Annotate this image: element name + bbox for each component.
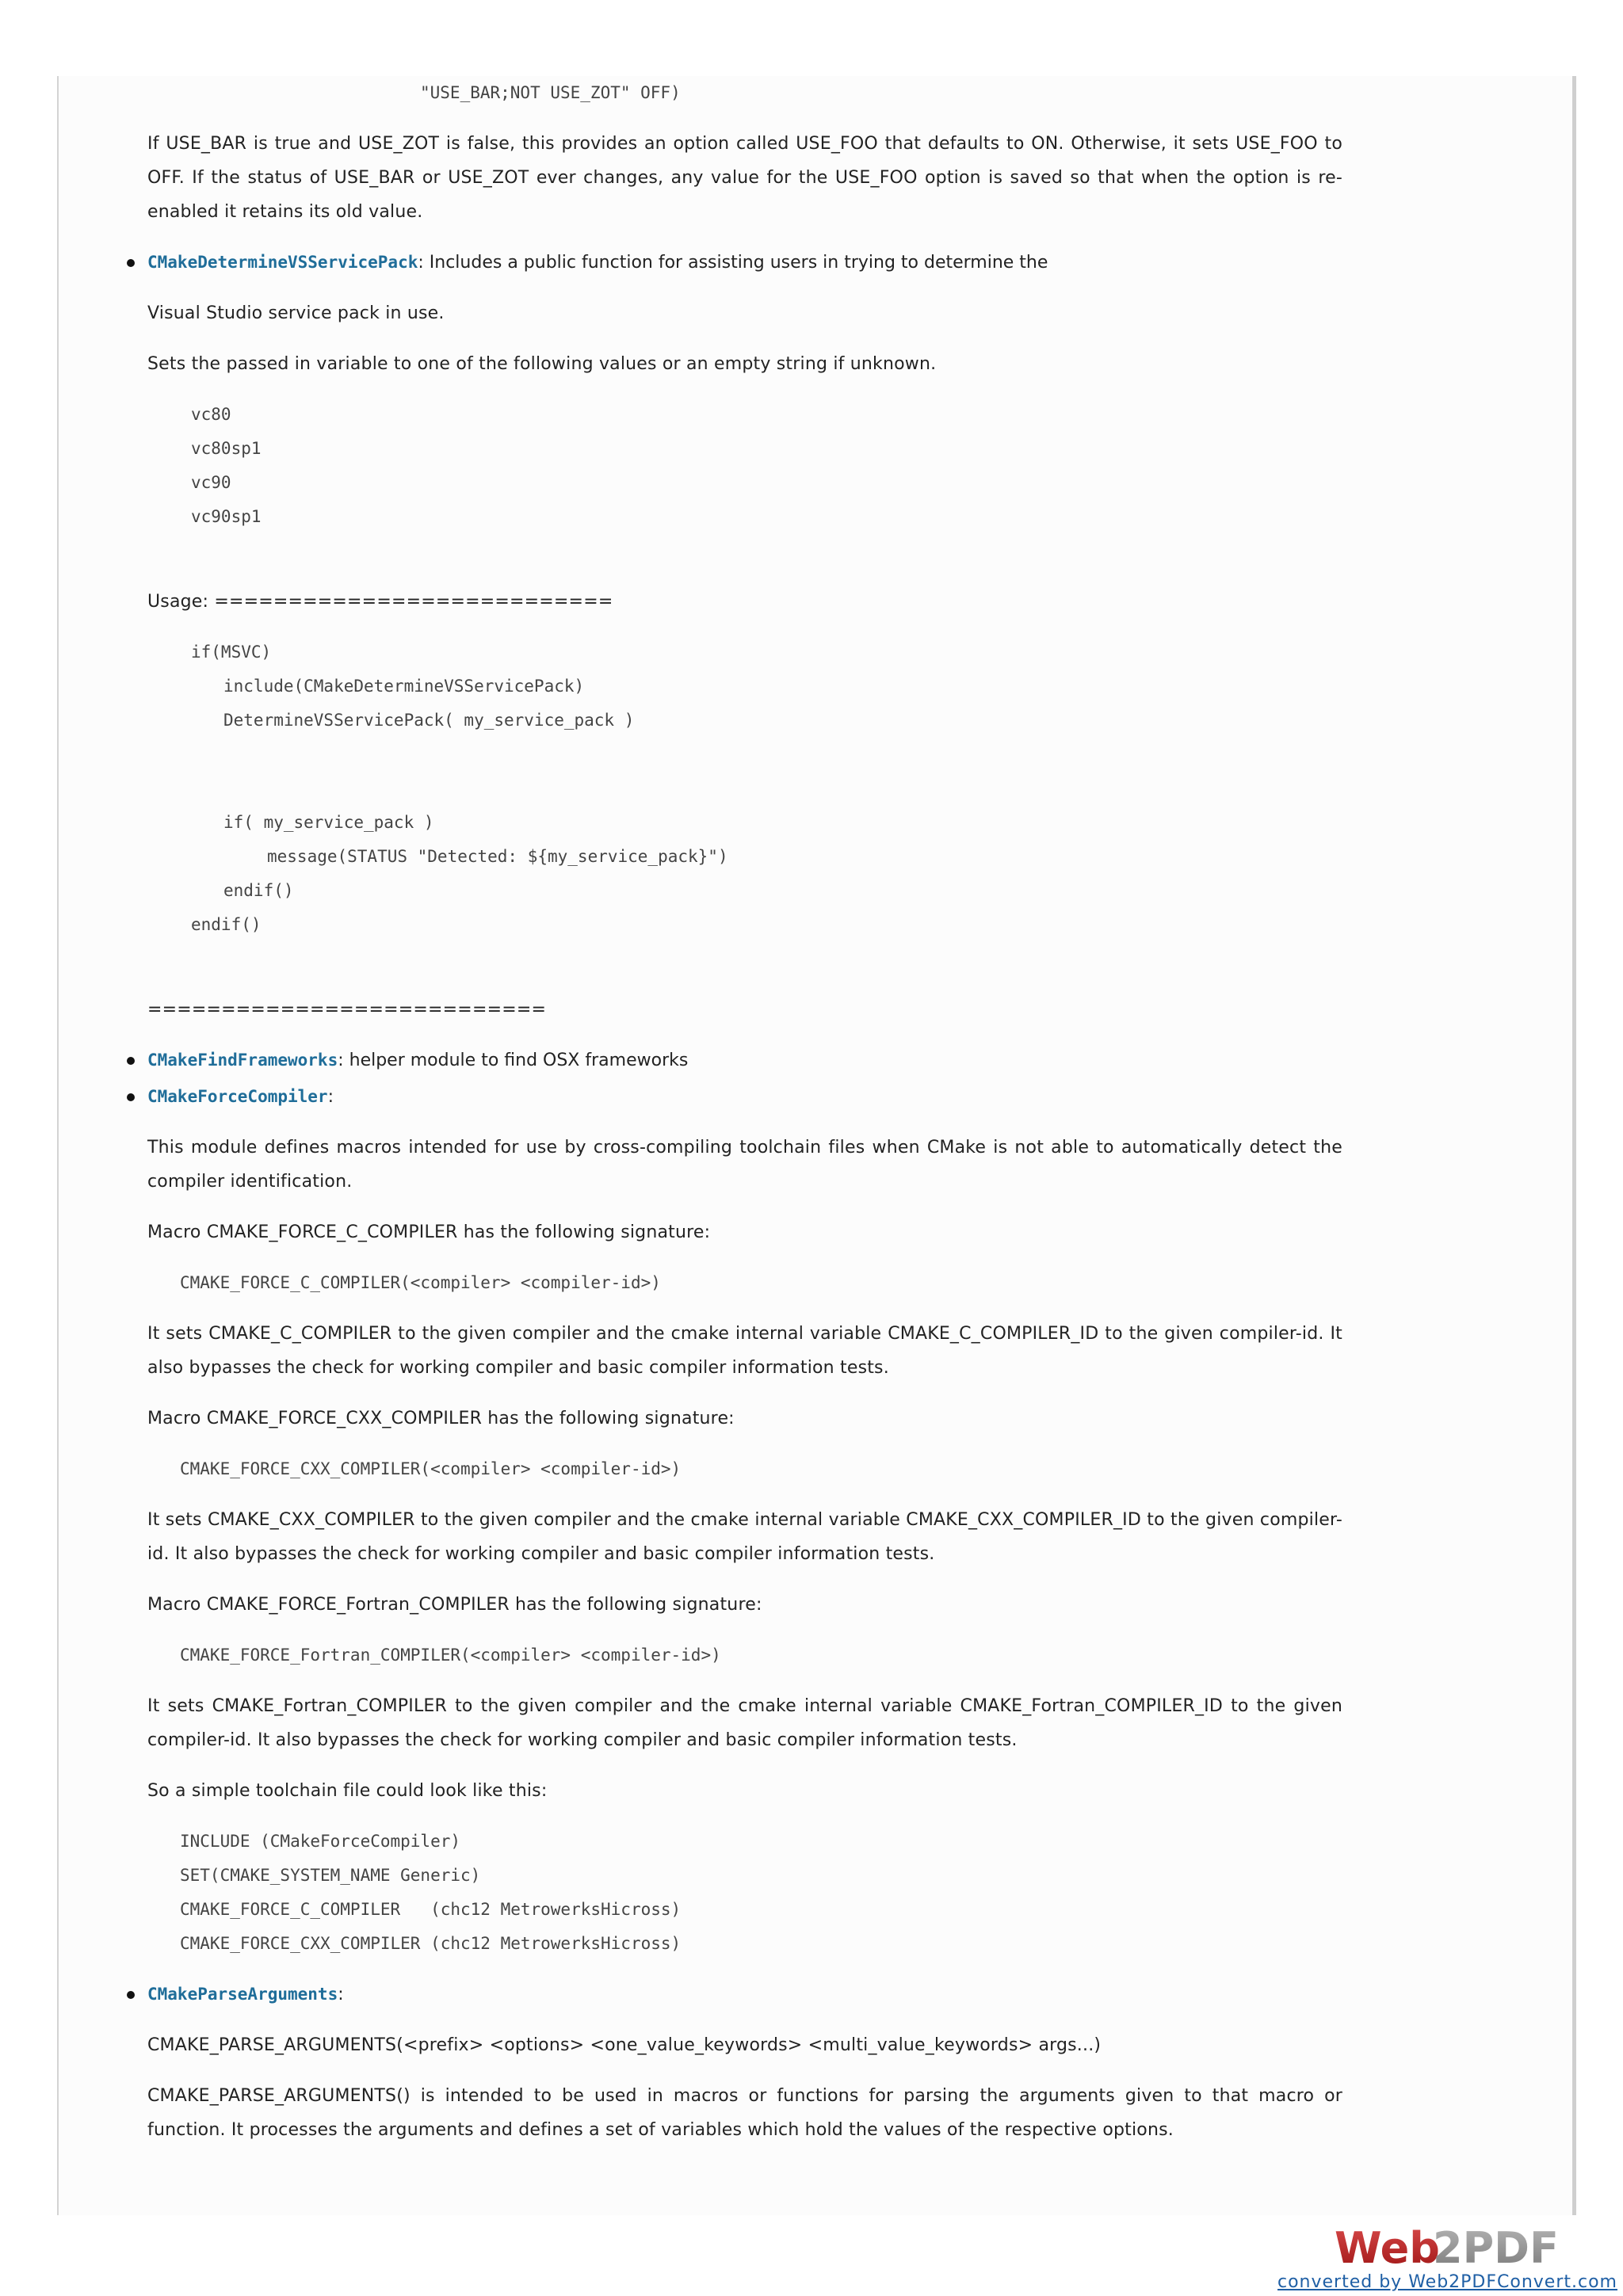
- paragraph: CMAKE_PARSE_ARGUMENTS() is intended to be used in macros or functions for parsing the arguments given to that macro or function. It processes the arguments and defines a set of variables which hold the values of the respective options.: [147, 2086, 1342, 2140]
- separator-text: ===========================: [147, 1000, 547, 1020]
- svg-text:Web: Web: [1335, 2223, 1440, 2273]
- code-line: "USE_BAR;NOT USE_ZOT" OFF): [420, 83, 681, 102]
- bullet-icon: [127, 1057, 135, 1065]
- code-line: endif(): [223, 881, 294, 900]
- paragraph: Visual Studio service pack in use.: [147, 303, 445, 323]
- code-line: vc90: [191, 473, 231, 492]
- code-block-usage: [147, 635, 1342, 942]
- module-link-force-compiler[interactable]: CMakeForceCompiler: [147, 1087, 328, 1106]
- list-item-vs-service-pack: [147, 246, 1342, 1027]
- bullet-icon: [127, 259, 135, 267]
- code-line: CMAKE_FORCE_CXX_COMPILER (chc12 MetrowerksHicross): [180, 1934, 682, 1953]
- code-line: CMAKE_FORCE_CXX_COMPILER(<compiler> <compiler-id>): [180, 1459, 682, 1478]
- module-link-parse-arguments[interactable]: CMakeParseArguments: [147, 1985, 338, 2004]
- paragraph: It sets CMAKE_C_COMPILER to the given compiler and the cmake internal variable CMAKE_C_COMPILER_ID to the given compiler-id. It also bypasses the check for working compiler and basic compiler information tests.: [147, 1324, 1342, 1378]
- code-line: message(STATUS "Detected: ${my_service_pack}"): [267, 847, 728, 866]
- bullet-icon: [127, 1991, 135, 1999]
- document-content: [147, 76, 1342, 2147]
- svg-text:2PDF: 2PDF: [1433, 2223, 1559, 2273]
- bullet-icon: [127, 1093, 135, 1101]
- paragraph: It sets CMAKE_Fortran_COMPILER to the given compiler and the cmake internal variable CMAKE_Fortran_COMPILER_ID to the given compiler-id. It also bypasses the check for working compiler and basic compiler information tests.: [147, 1696, 1342, 1750]
- paragraph: This module defines macros intended for use by cross-compiling toolchain files when CMake is not able to automatically detect the compiler identification.: [147, 1138, 1342, 1192]
- paragraph: Macro CMAKE_FORCE_Fortran_COMPILER has the following signature:: [147, 1595, 762, 1615]
- module-link-find-frameworks[interactable]: CMakeFindFrameworks: [147, 1051, 338, 1070]
- code-line: SET(CMAKE_SYSTEM_NAME Generic): [180, 1866, 481, 1885]
- module-description: : Includes a public function for assisting users in trying to determine the: [418, 253, 1048, 273]
- code-line: endif(): [191, 915, 262, 934]
- module-description: : helper module to find OSX frameworks: [338, 1051, 689, 1070]
- code-line: vc80: [191, 405, 231, 424]
- code-line: DetermineVSServicePack( my_service_pack ): [223, 711, 635, 730]
- code-block-toolchain: [147, 1825, 1342, 1961]
- code-line: INCLUDE (CMakeForceCompiler): [180, 1832, 461, 1851]
- code-line: CMAKE_FORCE_C_COMPILER(<compiler> <compiler-id>): [180, 1273, 661, 1292]
- paragraph: Macro CMAKE_FORCE_CXX_COMPILER has the following signature:: [147, 1409, 735, 1428]
- code-line: vc90sp1: [191, 507, 262, 526]
- code-block-values: [147, 398, 1342, 534]
- paragraph: So a simple toolchain file could look like this:: [147, 1781, 548, 1801]
- paragraph: CMAKE_PARSE_ARGUMENTS(<prefix> <options> <one_value_keywords> <multi_value_keywords> args...): [147, 2035, 1102, 2055]
- list-item-find-frameworks: [147, 1043, 1342, 1077]
- paragraph: Sets the passed in variable to one of the following values or an empty string if unknown.: [147, 354, 937, 374]
- web2pdf-link[interactable]: converted by Web2PDFConvert.com: [1277, 2272, 1617, 2292]
- paragraph: It sets CMAKE_CXX_COMPILER to the given compiler and the cmake internal variable CMAKE_CXX_COMPILER_ID to the given compiler-id. It also bypasses the check for working compiler and basic compiler information tests.: [147, 1510, 1342, 1564]
- list-item-force-compiler: [147, 1080, 1342, 1961]
- web2pdf-logo: [1335, 2223, 1559, 2273]
- list-item-parse-arguments: [147, 1978, 1342, 2147]
- module-description: :: [327, 1087, 334, 1107]
- module-description: :: [338, 1985, 344, 2004]
- code-line: if( my_service_pack ): [223, 813, 434, 832]
- code-line: CMAKE_FORCE_C_COMPILER (chc12 MetrowerksHicross): [180, 1900, 682, 1919]
- usage-heading: Usage: ===========================: [147, 592, 613, 612]
- paragraph: Macro CMAKE_FORCE_C_COMPILER has the following signature:: [147, 1222, 711, 1242]
- paragraph: If USE_BAR is true and USE_ZOT is false, this provides an option called USE_FOO that defaults to ON. Otherwise, it sets USE_FOO to OFF. If the status of USE_BAR or USE_ZOT ever changes, any value for the USE_FOO option is saved so that when the option is re-enabled it retains its old value.: [147, 134, 1342, 222]
- code-line: vc80sp1: [191, 439, 262, 458]
- code-line: if(MSVC): [191, 643, 272, 662]
- code-line: CMAKE_FORCE_Fortran_COMPILER(<compiler> <compiler-id>): [180, 1646, 721, 1665]
- module-link-vs-service-pack[interactable]: CMakeDetermineVSServicePack: [147, 253, 418, 272]
- code-line: include(CMakeDetermineVSServicePack): [223, 677, 585, 696]
